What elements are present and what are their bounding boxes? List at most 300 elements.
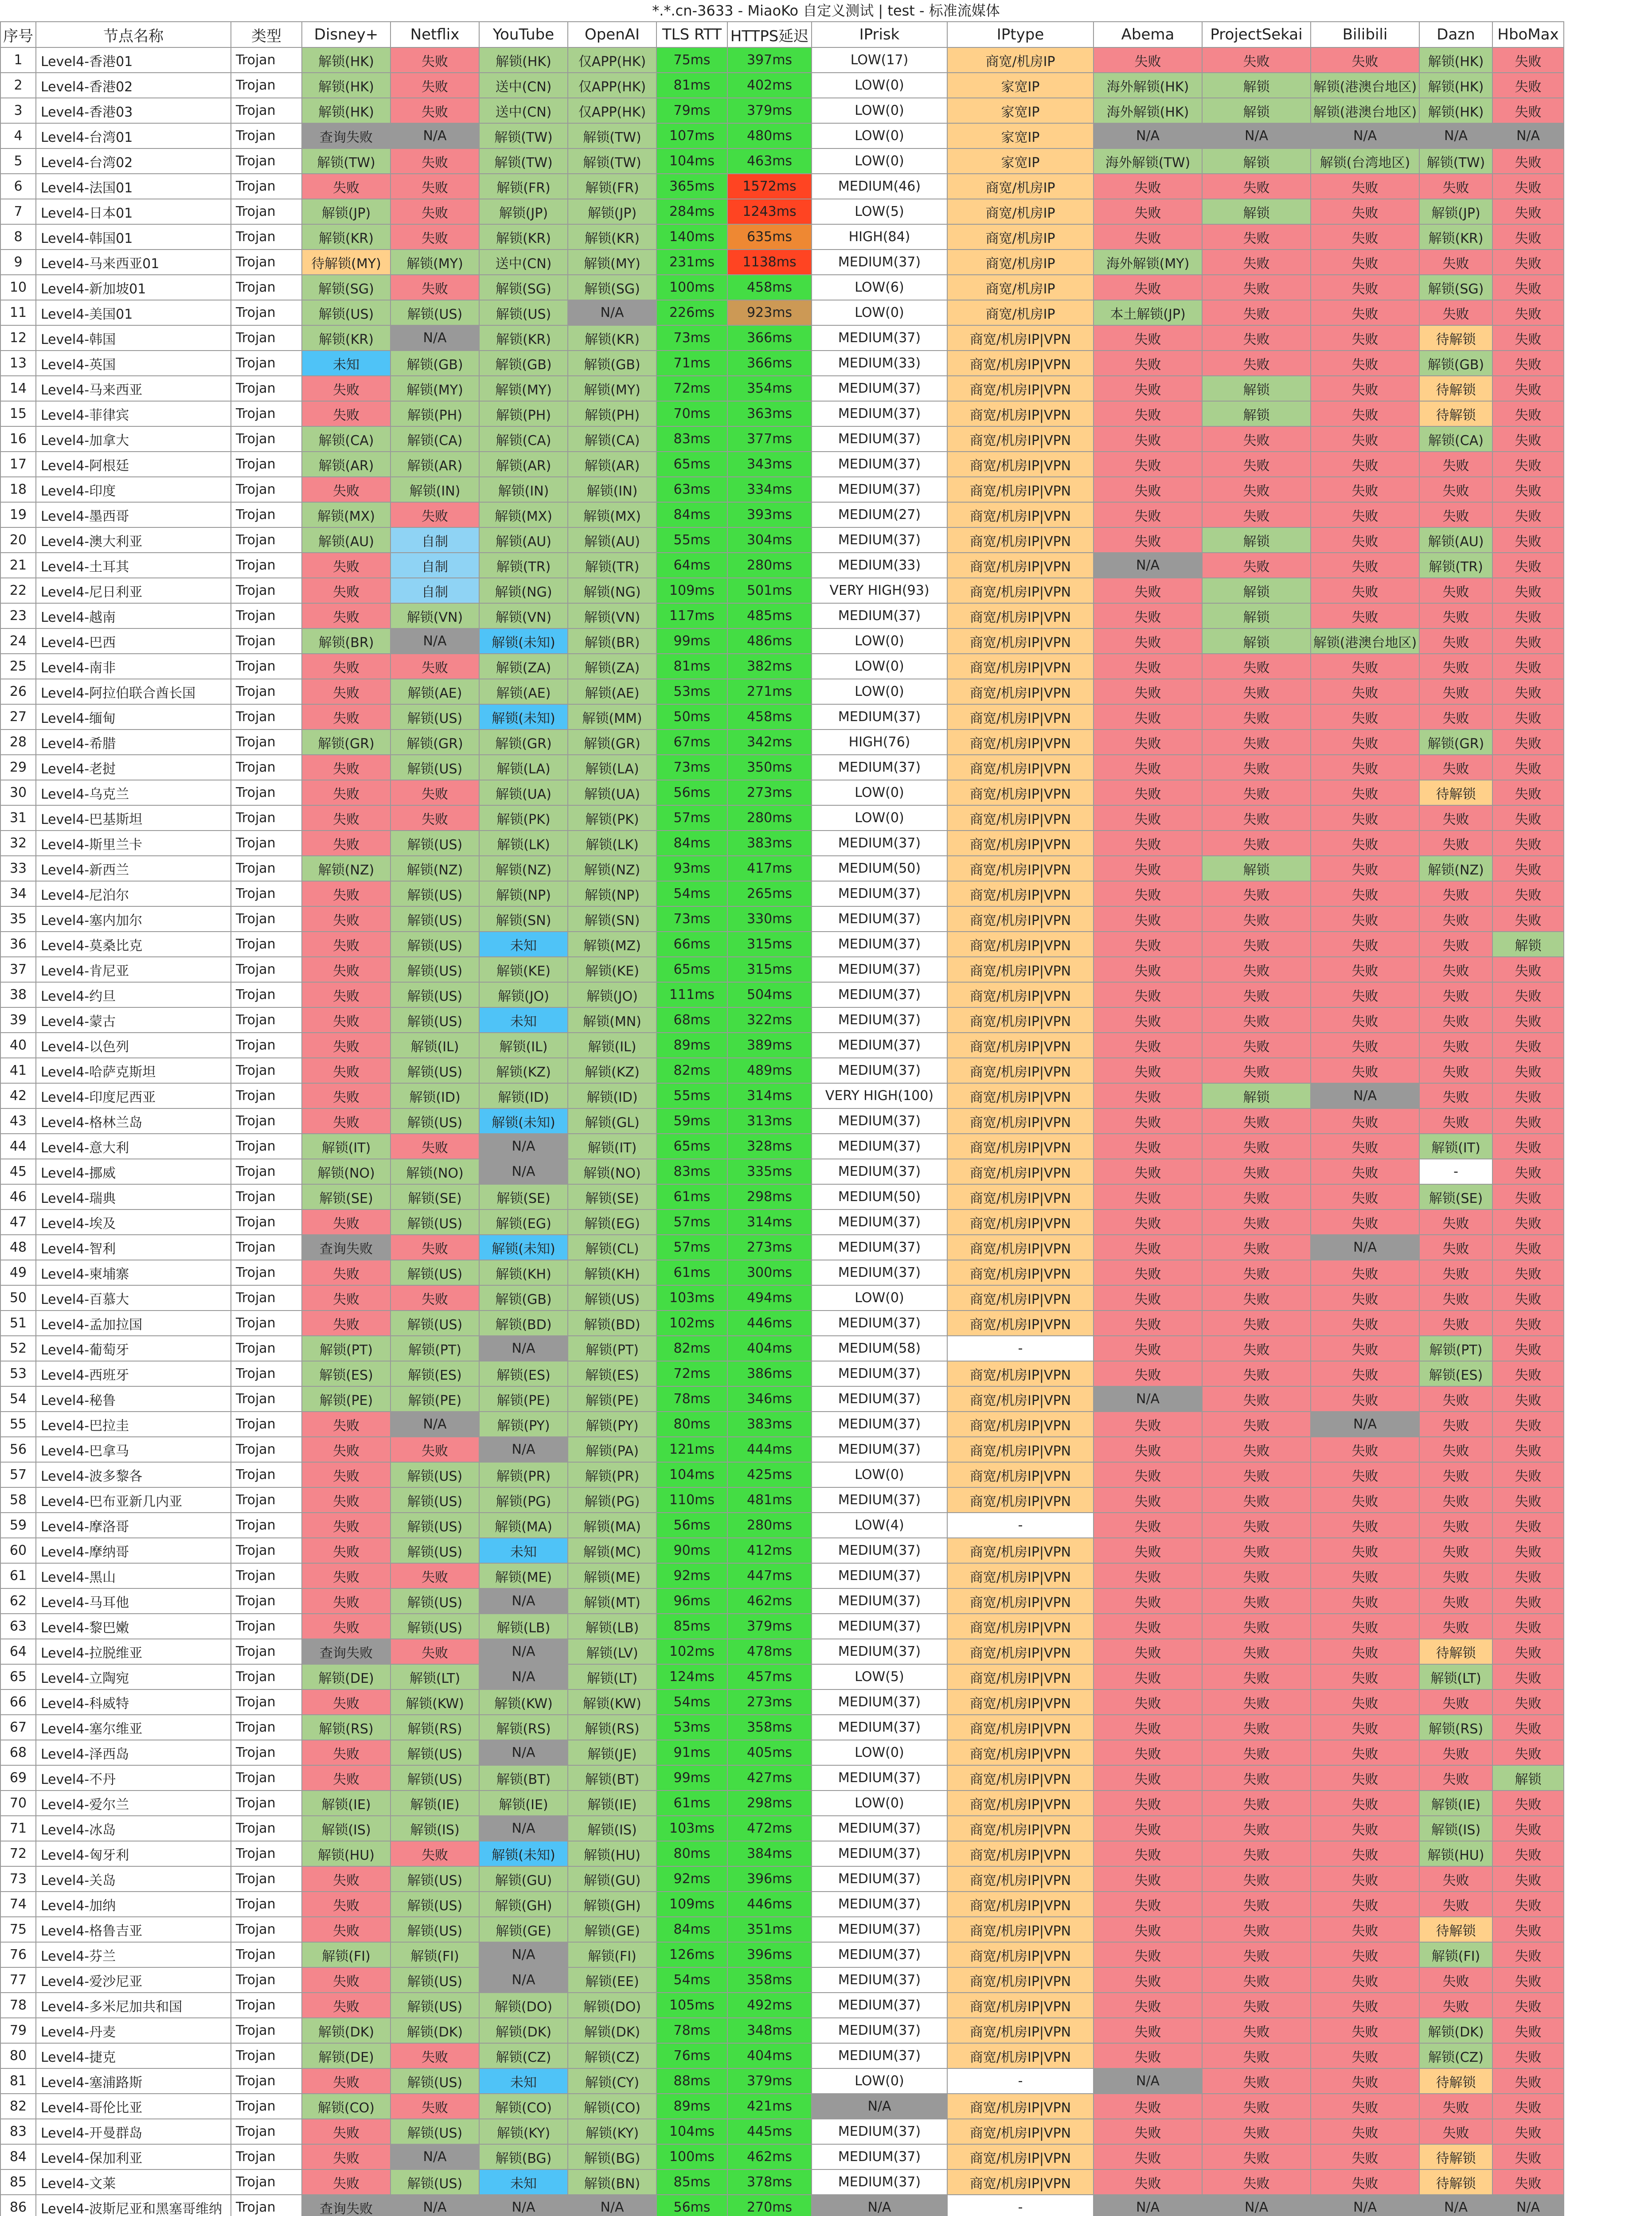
- openai-cell: 解锁(KY): [568, 2119, 656, 2144]
- disney-cell: 失败: [302, 1412, 391, 1437]
- dazn-cell: 失败: [1419, 2119, 1492, 2144]
- netflix-cell: 解锁(FI): [391, 1942, 479, 1967]
- iprisk-cell: LOW(0): [812, 805, 947, 831]
- node-name: Level4-葡萄牙: [36, 1336, 231, 1361]
- iptype-cell: 商宽/机房IP|VPN: [947, 1487, 1094, 1513]
- dazn-cell: 失败: [1419, 578, 1492, 603]
- iprisk-cell: LOW(0): [812, 1462, 947, 1487]
- openai-cell: 解锁(LB): [568, 1614, 656, 1639]
- dazn-cell: 解锁(DK): [1419, 2018, 1492, 2043]
- column-header: HTTPS延迟: [727, 22, 812, 47]
- dazn-cell: 解锁(HK): [1419, 73, 1492, 98]
- node-type: Trojan: [231, 325, 302, 351]
- tls-rtt-cell: 73ms: [656, 325, 727, 351]
- tls-rtt-cell: 61ms: [656, 1260, 727, 1285]
- abema-cell: 失败: [1094, 679, 1202, 704]
- projectsekai-cell: 失败: [1202, 932, 1311, 957]
- openai-cell: 解锁(PH): [568, 401, 656, 426]
- iptype-cell: 商宽/机房IP|VPN: [947, 527, 1094, 553]
- tls-rtt-cell: 80ms: [656, 1412, 727, 1437]
- youtube-cell: 解锁(KR): [479, 325, 568, 351]
- node-type: Trojan: [231, 98, 302, 123]
- table-row: [0, 805, 1564, 831]
- tls-rtt-cell: 61ms: [656, 1184, 727, 1209]
- youtube-cell: 解锁(未知): [479, 628, 568, 654]
- tls-rtt-cell: 67ms: [656, 730, 727, 755]
- https-latency-cell: 315ms: [727, 957, 812, 982]
- youtube-cell: 解锁(UA): [479, 780, 568, 805]
- node-name: Level4-莫桑比克: [36, 932, 231, 957]
- tls-rtt-cell: 84ms: [656, 502, 727, 527]
- disney-cell: 失败: [302, 2119, 391, 2144]
- tls-rtt-cell: 110ms: [656, 1487, 727, 1513]
- netflix-cell: 解锁(US): [391, 704, 479, 730]
- iptype-cell: 商宽/机房IP|VPN: [947, 603, 1094, 628]
- hbomax-cell: 失败: [1492, 1588, 1564, 1614]
- hbomax-cell: 失败: [1492, 502, 1564, 527]
- hbomax-cell: 失败: [1492, 1386, 1564, 1412]
- disney-cell: 解锁(PE): [302, 1386, 391, 1412]
- table-row: [0, 2068, 1564, 2094]
- table-row: [0, 224, 1564, 250]
- table-row: [0, 679, 1564, 704]
- tls-rtt-cell: 70ms: [656, 401, 727, 426]
- netflix-cell: 自制: [391, 527, 479, 553]
- bilibili-cell: 失败: [1311, 553, 1419, 578]
- iprisk-cell: LOW(0): [812, 780, 947, 805]
- dazn-cell: 失败: [1419, 1108, 1492, 1134]
- disney-cell: 失败: [302, 1033, 391, 1058]
- https-latency-cell: 366ms: [727, 325, 812, 351]
- tls-rtt-cell: 68ms: [656, 1007, 727, 1033]
- disney-cell: 失败: [302, 1285, 391, 1311]
- openai-cell: 解锁(AR): [568, 452, 656, 477]
- bilibili-cell: 失败: [1311, 1892, 1419, 1917]
- dazn-cell: 失败: [1419, 1311, 1492, 1336]
- column-header: OpenAI: [568, 22, 656, 47]
- disney-cell: 解锁(ES): [302, 1361, 391, 1386]
- iprisk-cell: MEDIUM(37): [812, 831, 947, 856]
- disney-cell: 失败: [302, 1007, 391, 1033]
- node-name: Level4-格鲁吉亚: [36, 1917, 231, 1942]
- node-type: Trojan: [231, 199, 302, 224]
- iprisk-cell: MEDIUM(33): [812, 553, 947, 578]
- netflix-cell: 解锁(US): [391, 1487, 479, 1513]
- node-name: Level4-台湾02: [36, 148, 231, 174]
- bilibili-cell: 失败: [1311, 1159, 1419, 1184]
- bilibili-cell: 失败: [1311, 755, 1419, 780]
- tls-rtt-cell: 80ms: [656, 1841, 727, 1866]
- abema-cell: 失败: [1094, 1412, 1202, 1437]
- https-latency-cell: 386ms: [727, 1361, 812, 1386]
- bilibili-cell: 失败: [1311, 831, 1419, 856]
- tls-rtt-cell: 57ms: [656, 1235, 727, 1260]
- row-index: 84: [0, 2144, 36, 2169]
- bilibili-cell: 失败: [1311, 982, 1419, 1007]
- https-latency-cell: 280ms: [727, 805, 812, 831]
- openai-cell: 解锁(MX): [568, 502, 656, 527]
- disney-cell: 解锁(HK): [302, 98, 391, 123]
- youtube-cell: 解锁(PE): [479, 1386, 568, 1412]
- netflix-cell: N/A: [391, 325, 479, 351]
- node-type: Trojan: [231, 73, 302, 98]
- https-latency-cell: 330ms: [727, 906, 812, 932]
- node-type: Trojan: [231, 1361, 302, 1386]
- node-name: Level4-墨西哥: [36, 502, 231, 527]
- table-row: [0, 1083, 1564, 1108]
- dazn-cell: 失败: [1419, 982, 1492, 1007]
- iptype-cell: 商宽/机房IP|VPN: [947, 1209, 1094, 1235]
- hbomax-cell: 失败: [1492, 1235, 1564, 1260]
- bilibili-cell: 失败: [1311, 527, 1419, 553]
- row-index: 11: [0, 300, 36, 325]
- iprisk-cell: MEDIUM(37): [812, 1260, 947, 1285]
- disney-cell: 失败: [302, 1765, 391, 1791]
- youtube-cell: 解锁(KW): [479, 1689, 568, 1715]
- row-index: 64: [0, 1639, 36, 1664]
- netflix-cell: 解锁(IN): [391, 477, 479, 502]
- openai-cell: 解锁(MZ): [568, 932, 656, 957]
- hbomax-cell: 失败: [1492, 426, 1564, 452]
- table-row: [0, 654, 1564, 679]
- node-name: Level4-希腊: [36, 730, 231, 755]
- row-index: 3: [0, 98, 36, 123]
- tls-rtt-cell: 93ms: [656, 856, 727, 881]
- iptype-cell: 商宽/机房IP|VPN: [947, 2119, 1094, 2144]
- hbomax-cell: 失败: [1492, 856, 1564, 881]
- table-row: [0, 376, 1564, 401]
- iprisk-cell: MEDIUM(33): [812, 351, 947, 376]
- table-row: [0, 1614, 1564, 1639]
- row-index: 83: [0, 2119, 36, 2144]
- dazn-cell: 解锁(NZ): [1419, 856, 1492, 881]
- column-header: 节点名称: [36, 22, 231, 47]
- disney-cell: 失败: [302, 1209, 391, 1235]
- node-type: Trojan: [231, 2068, 302, 2094]
- disney-cell: 失败: [302, 704, 391, 730]
- bilibili-cell: 失败: [1311, 275, 1419, 300]
- bilibili-cell: 失败: [1311, 1462, 1419, 1487]
- openai-cell: 解锁(MN): [568, 1007, 656, 1033]
- hbomax-cell: 失败: [1492, 805, 1564, 831]
- youtube-cell: 解锁(MX): [479, 502, 568, 527]
- dazn-cell: 失败: [1419, 1209, 1492, 1235]
- table-row: [0, 932, 1564, 957]
- openai-cell: 解锁(LV): [568, 1639, 656, 1664]
- hbomax-cell: 失败: [1492, 1260, 1564, 1285]
- hbomax-cell: 失败: [1492, 1209, 1564, 1235]
- row-index: 45: [0, 1159, 36, 1184]
- openai-cell: 解锁(ME): [568, 1563, 656, 1588]
- disney-cell: 解锁(JP): [302, 199, 391, 224]
- abema-cell: 失败: [1094, 805, 1202, 831]
- iprisk-cell: MEDIUM(50): [812, 1184, 947, 1209]
- disney-cell: 解锁(DK): [302, 2018, 391, 2043]
- tls-rtt-cell: 104ms: [656, 148, 727, 174]
- dazn-cell: 失败: [1419, 2094, 1492, 2119]
- iptype-cell: 商宽/机房IP|VPN: [947, 1967, 1094, 1993]
- iprisk-cell: MEDIUM(37): [812, 1134, 947, 1159]
- disney-cell: 解锁(FI): [302, 1942, 391, 1967]
- netflix-cell: 失败: [391, 1639, 479, 1664]
- https-latency-cell: 504ms: [727, 982, 812, 1007]
- row-index: 55: [0, 1412, 36, 1437]
- table-row: [0, 755, 1564, 780]
- iptype-cell: 商宽/机房IP|VPN: [947, 1791, 1094, 1816]
- iptype-cell: 商宽/机房IP|VPN: [947, 1892, 1094, 1917]
- node-name: Level4-埃及: [36, 1209, 231, 1235]
- hbomax-cell: 失败: [1492, 2119, 1564, 2144]
- node-name: Level4-马来西亚01: [36, 250, 231, 275]
- iptype-cell: 商宽/机房IP|VPN: [947, 477, 1094, 502]
- node-name: Level4-泽西岛: [36, 1740, 231, 1765]
- youtube-cell: 解锁(TR): [479, 553, 568, 578]
- projectsekai-cell: 失败: [1202, 1437, 1311, 1462]
- node-name: Level4-新西兰: [36, 856, 231, 881]
- youtube-cell: 解锁(DK): [479, 2018, 568, 2043]
- netflix-cell: N/A: [391, 1412, 479, 1437]
- abema-cell: 失败: [1094, 1942, 1202, 1967]
- iprisk-cell: LOW(0): [812, 1285, 947, 1311]
- https-latency-cell: 378ms: [727, 2169, 812, 2195]
- netflix-cell: 失败: [391, 1563, 479, 1588]
- table-row: [0, 1007, 1564, 1033]
- projectsekai-cell: N/A: [1202, 123, 1311, 148]
- tls-rtt-cell: 140ms: [656, 224, 727, 250]
- row-index: 69: [0, 1765, 36, 1791]
- https-latency-cell: 315ms: [727, 932, 812, 957]
- projectsekai-cell: 失败: [1202, 1538, 1311, 1563]
- projectsekai-cell: 失败: [1202, 300, 1311, 325]
- projectsekai-cell: 解锁: [1202, 73, 1311, 98]
- disney-cell: 失败: [302, 906, 391, 932]
- disney-cell: 解锁(MX): [302, 502, 391, 527]
- hbomax-cell: 失败: [1492, 2043, 1564, 2068]
- column-header: ProjectSekai: [1202, 22, 1311, 47]
- node-type: Trojan: [231, 1563, 302, 1588]
- projectsekai-cell: 解锁: [1202, 401, 1311, 426]
- node-name: Level4-马耳他: [36, 1588, 231, 1614]
- tls-rtt-cell: 55ms: [656, 1083, 727, 1108]
- openai-cell: 解锁(IE): [568, 1791, 656, 1816]
- openai-cell: N/A: [568, 2195, 656, 2216]
- projectsekai-cell: 失败: [1202, 1311, 1311, 1336]
- node-name: Level4-摩纳哥: [36, 1538, 231, 1563]
- dazn-cell: 解锁(CZ): [1419, 2043, 1492, 2068]
- node-name: Level4-阿拉伯联合酋长国: [36, 679, 231, 704]
- openai-cell: 解锁(EG): [568, 1209, 656, 1235]
- bilibili-cell: 失败: [1311, 1816, 1419, 1841]
- netflix-cell: 解锁(NO): [391, 1159, 479, 1184]
- abema-cell: 失败: [1094, 1462, 1202, 1487]
- node-type: Trojan: [231, 1386, 302, 1412]
- https-latency-cell: 379ms: [727, 2068, 812, 2094]
- netflix-cell: 失败: [391, 1841, 479, 1866]
- node-name: Level4-黎巴嫩: [36, 1614, 231, 1639]
- row-index: 80: [0, 2043, 36, 2068]
- row-index: 62: [0, 1588, 36, 1614]
- row-index: 72: [0, 1841, 36, 1866]
- disney-cell: 失败: [302, 1437, 391, 1462]
- youtube-cell: 未知: [479, 1007, 568, 1033]
- openai-cell: 解锁(BD): [568, 1311, 656, 1336]
- tls-rtt-cell: 75ms: [656, 47, 727, 73]
- projectsekai-cell: 失败: [1202, 1765, 1311, 1791]
- iptype-cell: 商宽/机房IP|VPN: [947, 426, 1094, 452]
- table-row: [0, 1866, 1564, 1892]
- https-latency-cell: 265ms: [727, 881, 812, 906]
- https-latency-cell: 404ms: [727, 2043, 812, 2068]
- hbomax-cell: 失败: [1492, 1134, 1564, 1159]
- tls-rtt-cell: 82ms: [656, 1058, 727, 1083]
- netflix-cell: 解锁(US): [391, 1108, 479, 1134]
- iprisk-cell: MEDIUM(37): [812, 1967, 947, 1993]
- https-latency-cell: 425ms: [727, 1462, 812, 1487]
- node-type: Trojan: [231, 1184, 302, 1209]
- hbomax-cell: 失败: [1492, 351, 1564, 376]
- iprisk-cell: MEDIUM(37): [812, 2144, 947, 2169]
- iptype-cell: 家宽IP: [947, 73, 1094, 98]
- disney-cell: 失败: [302, 1108, 391, 1134]
- table-row: [0, 300, 1564, 325]
- abema-cell: N/A: [1094, 1386, 1202, 1412]
- abema-cell: 失败: [1094, 47, 1202, 73]
- abema-cell: 失败: [1094, 1285, 1202, 1311]
- hbomax-cell: 失败: [1492, 1967, 1564, 1993]
- abema-cell: 失败: [1094, 1513, 1202, 1538]
- node-name: Level4-哈萨克斯坦: [36, 1058, 231, 1083]
- https-latency-cell: 342ms: [727, 730, 812, 755]
- dazn-cell: 解锁(TW): [1419, 148, 1492, 174]
- iptype-cell: 商宽/机房IP|VPN: [947, 1361, 1094, 1386]
- row-index: 8: [0, 224, 36, 250]
- iprisk-cell: MEDIUM(37): [812, 1487, 947, 1513]
- iprisk-cell: VERY HIGH(93): [812, 578, 947, 603]
- iptype-cell: 商宽/机房IP|VPN: [947, 1614, 1094, 1639]
- dazn-cell: 解锁(PT): [1419, 1336, 1492, 1361]
- dazn-cell: 失败: [1419, 805, 1492, 831]
- disney-cell: 解锁(NO): [302, 1159, 391, 1184]
- bilibili-cell: 失败: [1311, 1639, 1419, 1664]
- node-type: Trojan: [231, 376, 302, 401]
- openai-cell: 解锁(MC): [568, 1538, 656, 1563]
- node-name: Level4-越南: [36, 603, 231, 628]
- table-row: [0, 906, 1564, 932]
- projectsekai-cell: 失败: [1202, 755, 1311, 780]
- tls-rtt-cell: 83ms: [656, 426, 727, 452]
- node-name: Level4-缅甸: [36, 704, 231, 730]
- iprisk-cell: MEDIUM(37): [812, 881, 947, 906]
- disney-cell: 失败: [302, 679, 391, 704]
- openai-cell: 仅APP(HK): [568, 47, 656, 73]
- hbomax-cell: 失败: [1492, 98, 1564, 123]
- row-index: 12: [0, 325, 36, 351]
- openai-cell: 解锁(MT): [568, 1588, 656, 1614]
- tls-rtt-cell: 89ms: [656, 1033, 727, 1058]
- projectsekai-cell: 失败: [1202, 1184, 1311, 1209]
- https-latency-cell: 417ms: [727, 856, 812, 881]
- table-row: [0, 1386, 1564, 1412]
- bilibili-cell: 失败: [1311, 1993, 1419, 2018]
- abema-cell: 失败: [1094, 2018, 1202, 2043]
- iprisk-cell: MEDIUM(37): [812, 1917, 947, 1942]
- projectsekai-cell: 失败: [1202, 1993, 1311, 2018]
- bilibili-cell: 失败: [1311, 1386, 1419, 1412]
- iptype-cell: 商宽/机房IP|VPN: [947, 1689, 1094, 1715]
- node-type: Trojan: [231, 1892, 302, 1917]
- row-index: 78: [0, 1993, 36, 2018]
- projectsekai-cell: 失败: [1202, 275, 1311, 300]
- disney-cell: 解锁(SG): [302, 275, 391, 300]
- https-latency-cell: 273ms: [727, 1235, 812, 1260]
- abema-cell: 失败: [1094, 1134, 1202, 1159]
- iprisk-cell: MEDIUM(37): [812, 1311, 947, 1336]
- bilibili-cell: 失败: [1311, 1715, 1419, 1740]
- tls-rtt-cell: 109ms: [656, 578, 727, 603]
- tls-rtt-cell: 82ms: [656, 1336, 727, 1361]
- hbomax-cell: 解锁: [1492, 932, 1564, 957]
- openai-cell: 解锁(GL): [568, 1108, 656, 1134]
- dazn-cell: 解锁(SG): [1419, 275, 1492, 300]
- abema-cell: 失败: [1094, 1159, 1202, 1184]
- bilibili-cell: 失败: [1311, 2169, 1419, 2195]
- iptype-cell: 商宽/机房IP|VPN: [947, 1134, 1094, 1159]
- node-name: Level4-不丹: [36, 1765, 231, 1791]
- bilibili-cell: 失败: [1311, 426, 1419, 452]
- iprisk-cell: MEDIUM(46): [812, 174, 947, 199]
- bilibili-cell: 失败: [1311, 1942, 1419, 1967]
- table-row: [0, 1765, 1564, 1791]
- iptype-cell: 商宽/机房IP|VPN: [947, 1462, 1094, 1487]
- youtube-cell: 解锁(RS): [479, 1715, 568, 1740]
- tls-rtt-cell: 103ms: [656, 1816, 727, 1841]
- tls-rtt-cell: 102ms: [656, 1639, 727, 1664]
- abema-cell: 失败: [1094, 603, 1202, 628]
- abema-cell: 失败: [1094, 1715, 1202, 1740]
- disney-cell: 解锁(TW): [302, 148, 391, 174]
- disney-cell: 失败: [302, 1260, 391, 1285]
- table-row: [0, 1412, 1564, 1437]
- youtube-cell: N/A: [479, 1437, 568, 1462]
- node-type: Trojan: [231, 2169, 302, 2195]
- youtube-cell: 解锁(AU): [479, 527, 568, 553]
- bilibili-cell: 失败: [1311, 2144, 1419, 2169]
- iptype-cell: 商宽/机房IP|VPN: [947, 881, 1094, 906]
- hbomax-cell: 失败: [1492, 578, 1564, 603]
- tls-rtt-cell: 89ms: [656, 2094, 727, 2119]
- node-name: Level4-拉脱维亚: [36, 1639, 231, 1664]
- abema-cell: 失败: [1094, 1689, 1202, 1715]
- node-type: Trojan: [231, 1765, 302, 1791]
- youtube-cell: 解锁(DO): [479, 1993, 568, 2018]
- node-type: Trojan: [231, 831, 302, 856]
- bilibili-cell: N/A: [1311, 1235, 1419, 1260]
- abema-cell: 失败: [1094, 527, 1202, 553]
- netflix-cell: N/A: [391, 2144, 479, 2169]
- table-row: [0, 98, 1564, 123]
- netflix-cell: 解锁(US): [391, 2068, 479, 2094]
- node-type: Trojan: [231, 805, 302, 831]
- hbomax-cell: 失败: [1492, 1942, 1564, 1967]
- node-type: Trojan: [231, 1740, 302, 1765]
- dazn-cell: 失败: [1419, 654, 1492, 679]
- bilibili-cell: 失败: [1311, 704, 1419, 730]
- disney-cell: 失败: [302, 1058, 391, 1083]
- youtube-cell: 解锁(GR): [479, 730, 568, 755]
- hbomax-cell: 失败: [1492, 1412, 1564, 1437]
- tls-rtt-cell: 83ms: [656, 1159, 727, 1184]
- iprisk-cell: VERY HIGH(100): [812, 1083, 947, 1108]
